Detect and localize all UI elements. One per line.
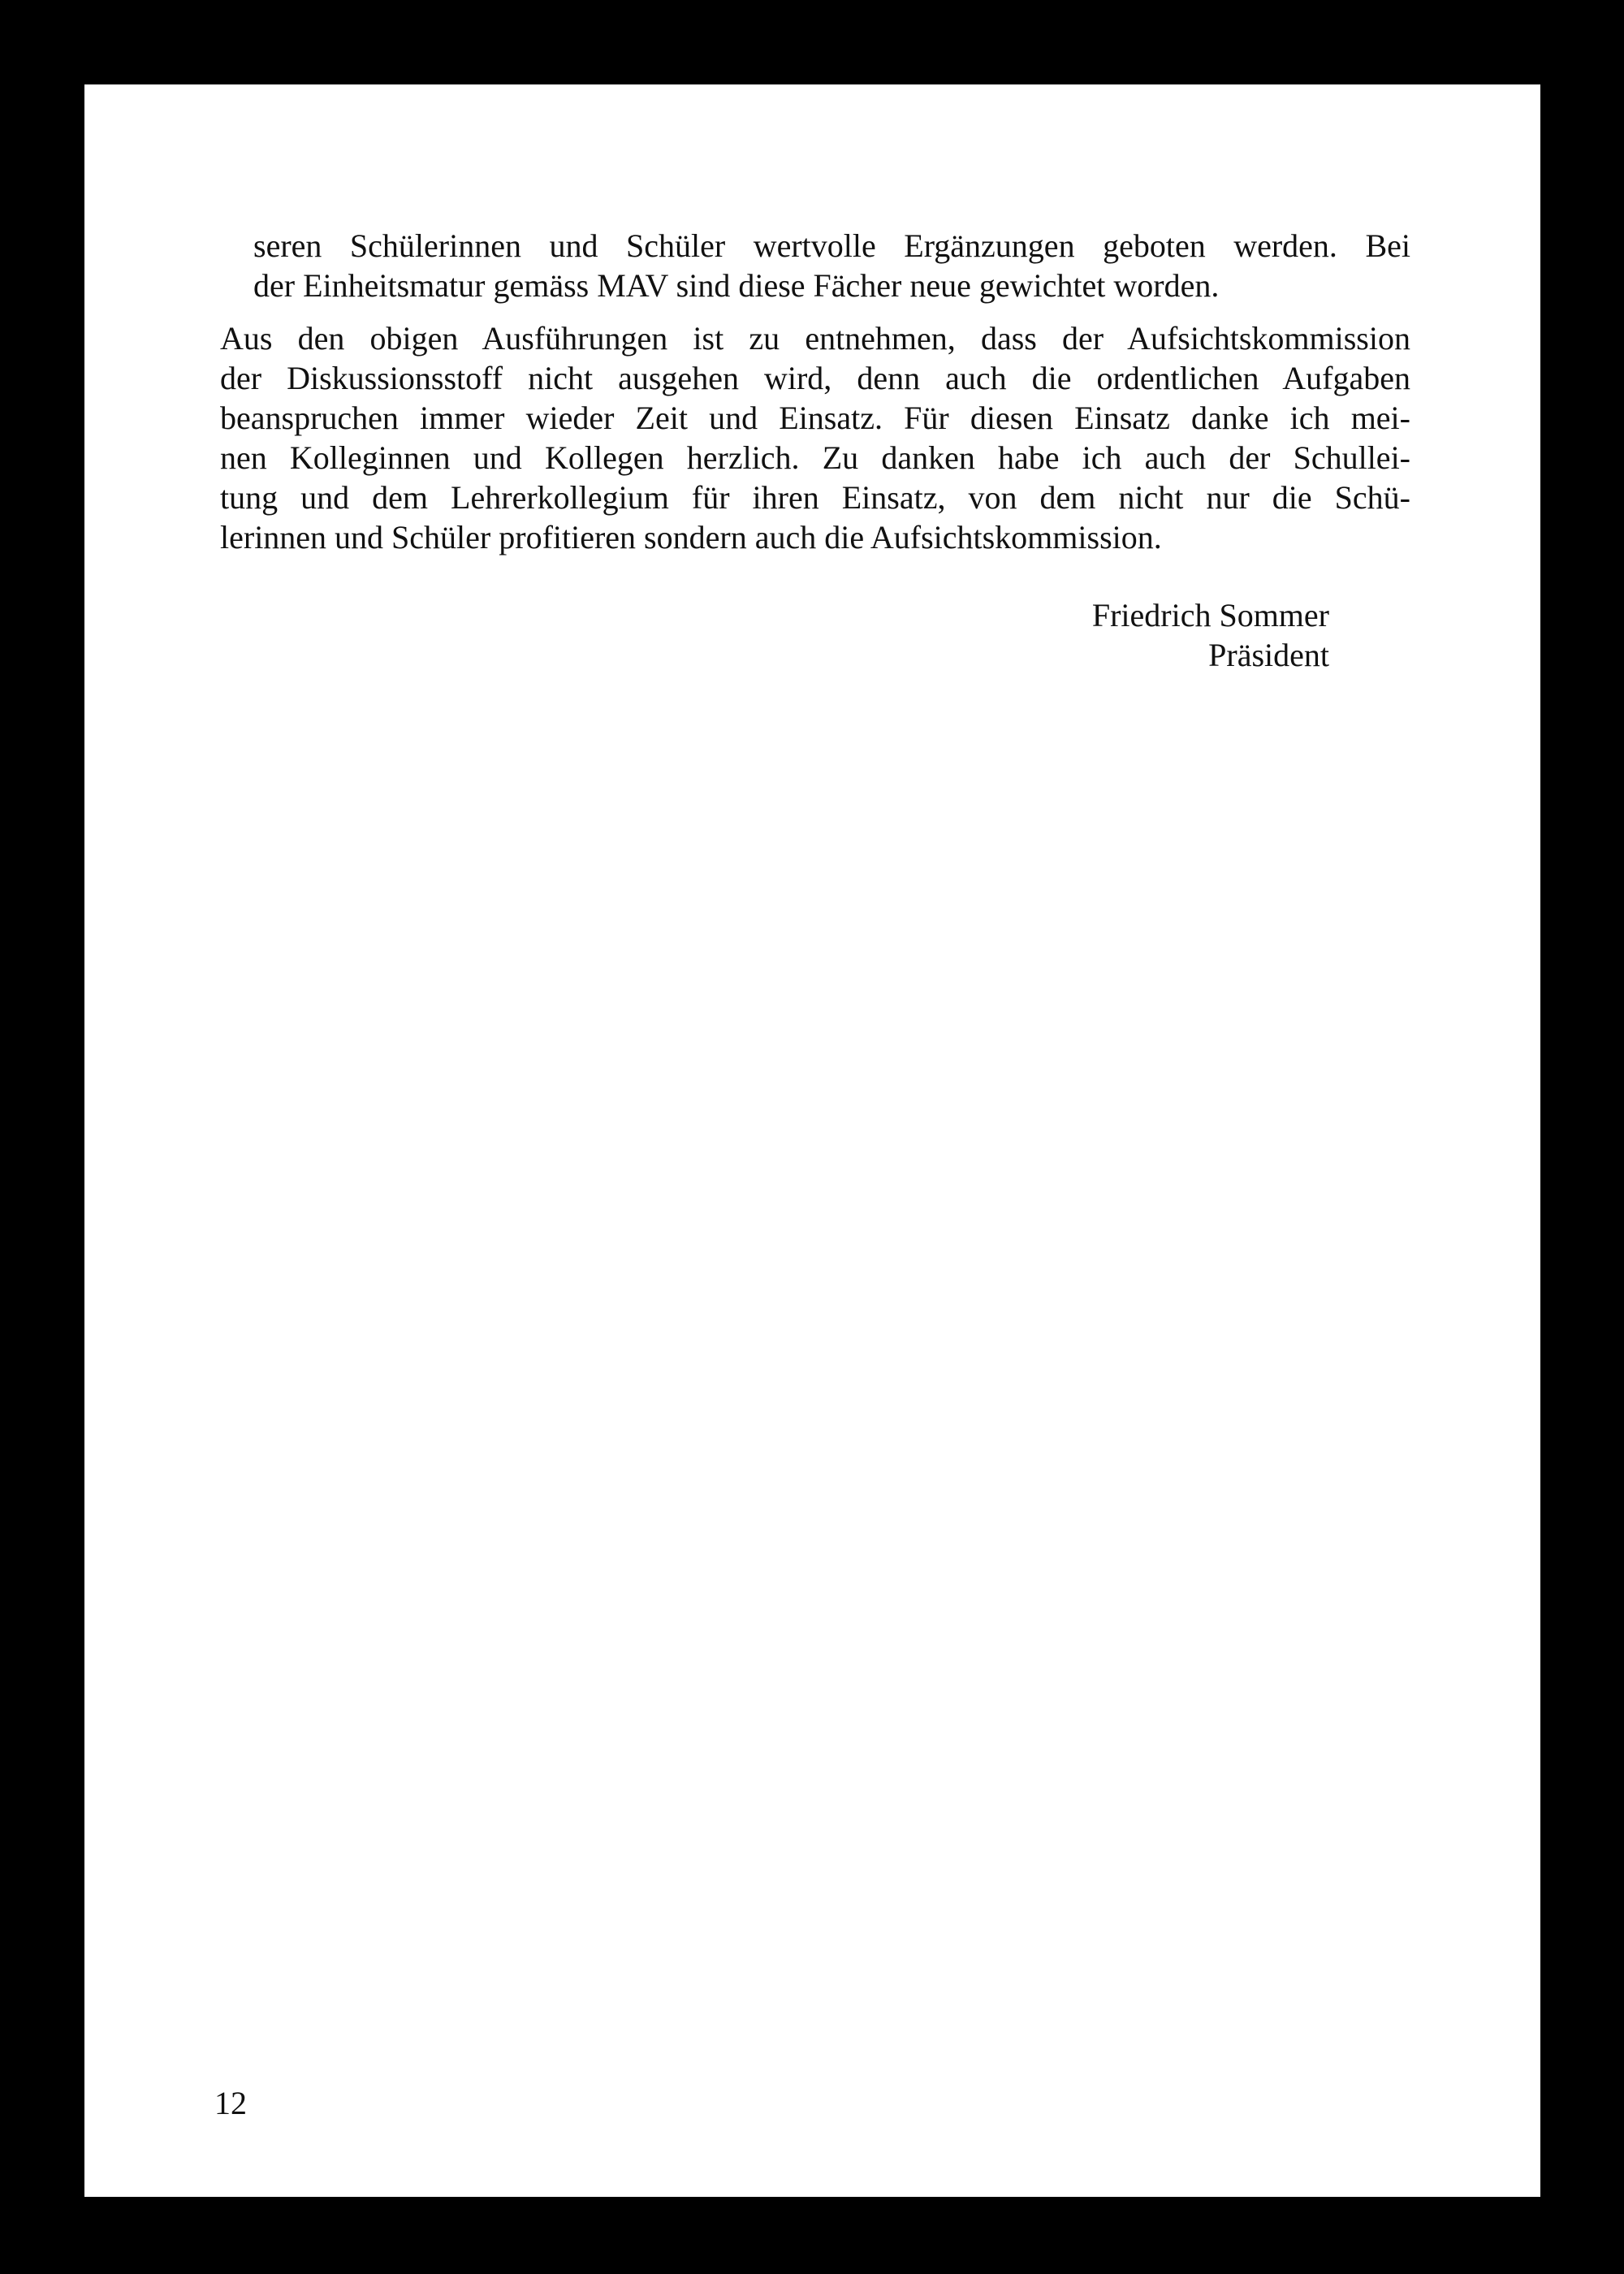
text-line: der Einheitsmatur gemäss MAV sind diese Fächer neue gewichtet worden. (253, 267, 1220, 304)
text-line: lerinnen und Schüler profitieren sondern auch die Aufsichtskommission. (220, 519, 1162, 556)
text-line: der Diskussionsstoff nicht ausgehen wird, denn auch die ordentlichen Aufgaben (220, 360, 1410, 396)
signature-title: Präsident (1208, 637, 1329, 673)
page-number: 12 (214, 2085, 247, 2121)
text-line: seren Schülerinnen und Schüler wertvolle Ergänzungen geboten werden. Bei (253, 227, 1410, 264)
text-line: Aus den obigen Ausführungen ist zu entnehmen, dass der Aufsichtskommission (220, 320, 1410, 357)
text-line: nen Kolleginnen und Kollegen herzlich. Zu danken habe ich auch der Schullei- (220, 439, 1410, 476)
text-line: tung und dem Lehrerkollegium für ihren Einsatz, von dem nicht nur die Schü- (220, 479, 1410, 516)
signature-name: Friedrich Sommer (1091, 597, 1329, 633)
text-line: beanspruchen immer wieder Zeit und Einsatz. Für diesen Einsatz danke ich mei- (220, 400, 1410, 436)
document-page (84, 84, 1540, 2197)
